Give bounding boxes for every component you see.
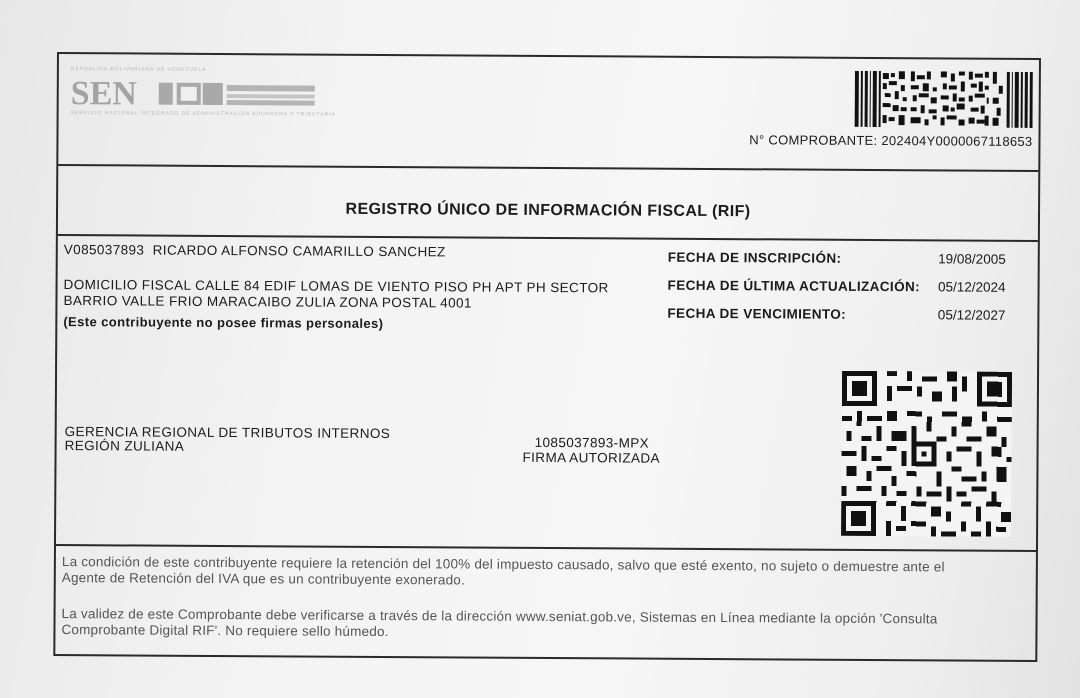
actualizacion-value: 05/12/2024	[937, 279, 1006, 295]
vencimiento-value: 05/12/2027	[937, 307, 1006, 323]
inscripcion-label: FECHA DE INSCRIPCIÓN:	[667, 249, 842, 266]
qr-code-icon	[841, 371, 1012, 537]
firma-code: 1085037893-MPX	[534, 434, 650, 451]
inscripcion-value: 19/08/2005	[938, 251, 1006, 267]
rif-certificate	[53, 52, 1041, 662]
firma-label: FIRMA AUTORIZADA	[522, 449, 660, 466]
document-title: REGISTRO ÚNICO DE INFORMACIÓN FISCAL (RIF)	[345, 200, 751, 221]
validez-line-2: Comprobante Digital RIF'. No requiere sello húmedo.	[61, 622, 389, 640]
logo-small-bottom: SERVICIO NACIONAL INTEGRADO DE ADMINISTRACIÓN ADUANERA Y TRIBUTARIA	[70, 110, 336, 118]
domicilio-label: DOMICILIO FISCAL	[63, 277, 192, 293]
retencion-notice	[62, 554, 1030, 592]
comprobante-value: 202404Y0000067118653	[881, 133, 1033, 149]
actualizacion-label: FECHA DE ÚLTIMA ACTUALIZACIÓN:	[667, 277, 921, 295]
retencion-line-2: Agente de Retención del IVA que es un contribuyente exonerado.	[61, 570, 466, 588]
firmas-note: (Este contribuyente no posee firmas personales)	[63, 314, 384, 331]
gerencia-line-1: GERENCIA REGIONAL DE TRIBUTOS INTERNOS	[64, 424, 391, 442]
comprobante-label: N° COMPROBANTE:	[749, 132, 878, 149]
domicilio-line-2: BARRIO VALLE FRIO MARACAIBO ZULIA ZONA POSTAL 4001	[63, 293, 472, 311]
taxpayer-line	[64, 242, 446, 259]
comprobante-number	[749, 132, 1032, 149]
validez-notice	[61, 606, 1029, 644]
gerencia-line-2: REGIÓN ZULIANA	[64, 438, 185, 454]
divider-header	[58, 164, 1038, 172]
vencimiento-label: FECHA DE VENCIMIENTO:	[667, 305, 847, 322]
taxpayer-rif: V085037893	[63, 242, 145, 258]
seniat-logo	[69, 64, 336, 126]
domicilio-value-1: CALLE 84 EDIF LOMAS DE VIENTO PISO PH APT PH SECTOR	[195, 277, 609, 296]
validez-line-1: La validez de este Comprobante debe verificarse a través de la dirección www.seniat.gob.ve, Sistemas en Línea mediante la opción 'Consulta	[61, 606, 938, 627]
svg-text:SEN: SEN	[70, 75, 137, 113]
divider-title	[58, 234, 1038, 242]
taxpayer-name: RICARDO ALFONSO CAMARILLO SANCHEZ	[152, 242, 446, 260]
divider-footer	[56, 544, 1036, 552]
logo-small-top: REPÚBLICA BOLIVARIANA DE VENEZUELA	[70, 66, 207, 73]
retencion-line-1: La condición de este contribuyente requiere la retención del 100% del impuesto causado, salvo que esté exento, no sujeto o demuestre ante el	[61, 554, 945, 575]
barcode-icon	[855, 71, 1033, 128]
